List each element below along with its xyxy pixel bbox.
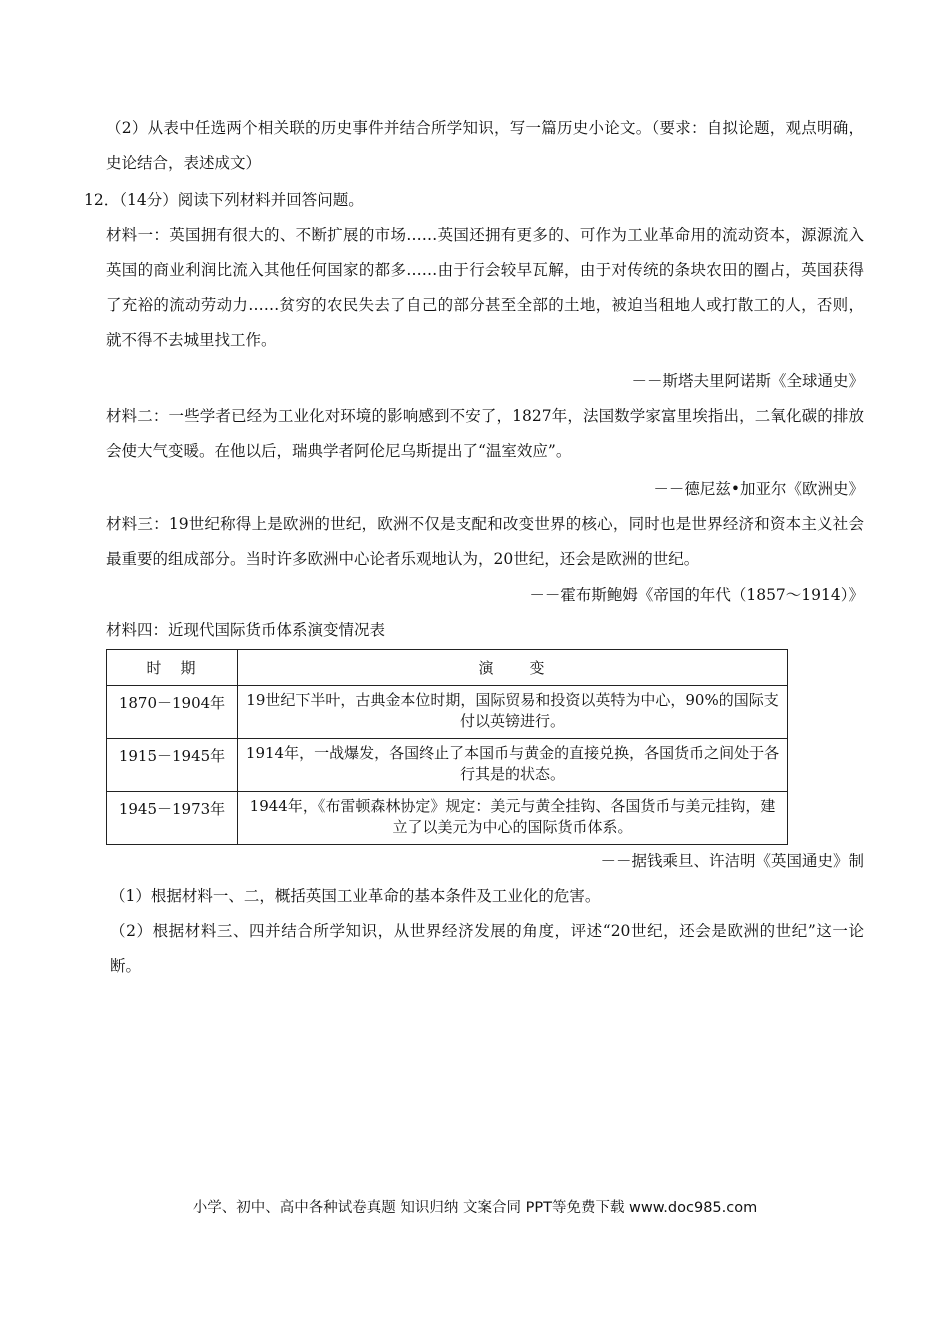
- material1-source: －－斯塔夫里阿诺斯《全球通史》: [631, 372, 864, 390]
- table-header-row: [107, 650, 788, 686]
- table-row: [107, 686, 788, 739]
- row-period: 1945－1973年: [107, 792, 238, 845]
- row-change: 1914年，一战爆发，各国终止了本国币与黄金的直接兑换，各国货币之间处于各行其是的状态。: [238, 739, 788, 792]
- question-1: （1）根据材料一、二，概括英国工业革命的基本条件及工业化的危害。: [110, 887, 601, 905]
- header-period: 时 期: [107, 650, 238, 686]
- question-2: （2）根据材料三、四并结合所学知识，从世界经济发展的角度，评述“20世纪，还会是欧洲的世纪”这一论断。: [110, 922, 864, 975]
- footer-watermark: 小学、初中、高中各种试卷真题 知识归纳 文案合同 PPT等免费下载 www.doc985.com: [192, 1200, 758, 1216]
- material1-text: 材料一：英国拥有很大的、不断扩展的市场……英国还拥有更多的、可作为工业革命用的流动资本，源源流入英国的商业利润比流入其他任何国家的都多……由于行会较早瓦解，由于对传统的条块农田的圈占，英国获得了充裕的流动劳动力……贫穷的农民失去了自己的部分甚至全部的土地，被迫当租地人或打散工的人，否则，就不得不去城里找工作。: [106, 226, 864, 349]
- material4-source: －－据钱乘旦、许洁明《英国通史》制: [600, 852, 864, 870]
- row-change: 1944年，《布雷顿森林协定》规定：美元与黄全挂钩、各国货币与美元挂钩，建立了以美元为中心的国际货币体系。: [238, 792, 788, 845]
- currency-system-table: [106, 649, 788, 845]
- q11-part2-text: （2）从表中任选两个相关联的历史事件并结合所学知识，写一篇历史小论文。（要求：自拟论题，观点明确，史论结合，表述成文）: [106, 119, 864, 172]
- material3-text: 材料三：19世纪称得上是欧洲的世纪，欧洲不仅是支配和改变世界的核心，同时也是世界经济和资本主义社会最重要的组成部分。当时许多欧洲中心论者乐观地认为，20世纪，还会是欧洲的世纪。: [106, 515, 864, 568]
- material2-source: －－德尼兹•加亚尔《欧洲史》: [653, 480, 864, 498]
- row-period: 1915－1945年: [107, 739, 238, 792]
- header-change: 演 变: [238, 650, 788, 686]
- material3-source: －－霍布斯鲍姆《帝国的年代（1857～1914）》: [529, 586, 864, 604]
- table-row: [107, 792, 788, 845]
- table-row: [107, 739, 788, 792]
- material4-title: 材料四：近现代国际货币体系演变情况表: [106, 621, 386, 639]
- material2-text: 材料二：一些学者已经为工业化对环境的影响感到不安了，1827年，法国数学家富里埃指出，二氧化碳的排放会使大气变暖。在他以后，瑞典学者阿伦尼乌斯提出了“温室效应”。: [106, 407, 864, 460]
- q12-header: 12．（14分）阅读下列材料并回答问题。: [84, 191, 364, 209]
- row-period: 1870－1904年: [107, 686, 238, 739]
- row-change: 19世纪下半叶，古典金本位时期，国际贸易和投资以英特为中心，90%的国际支付以英镑进行。: [238, 686, 788, 739]
